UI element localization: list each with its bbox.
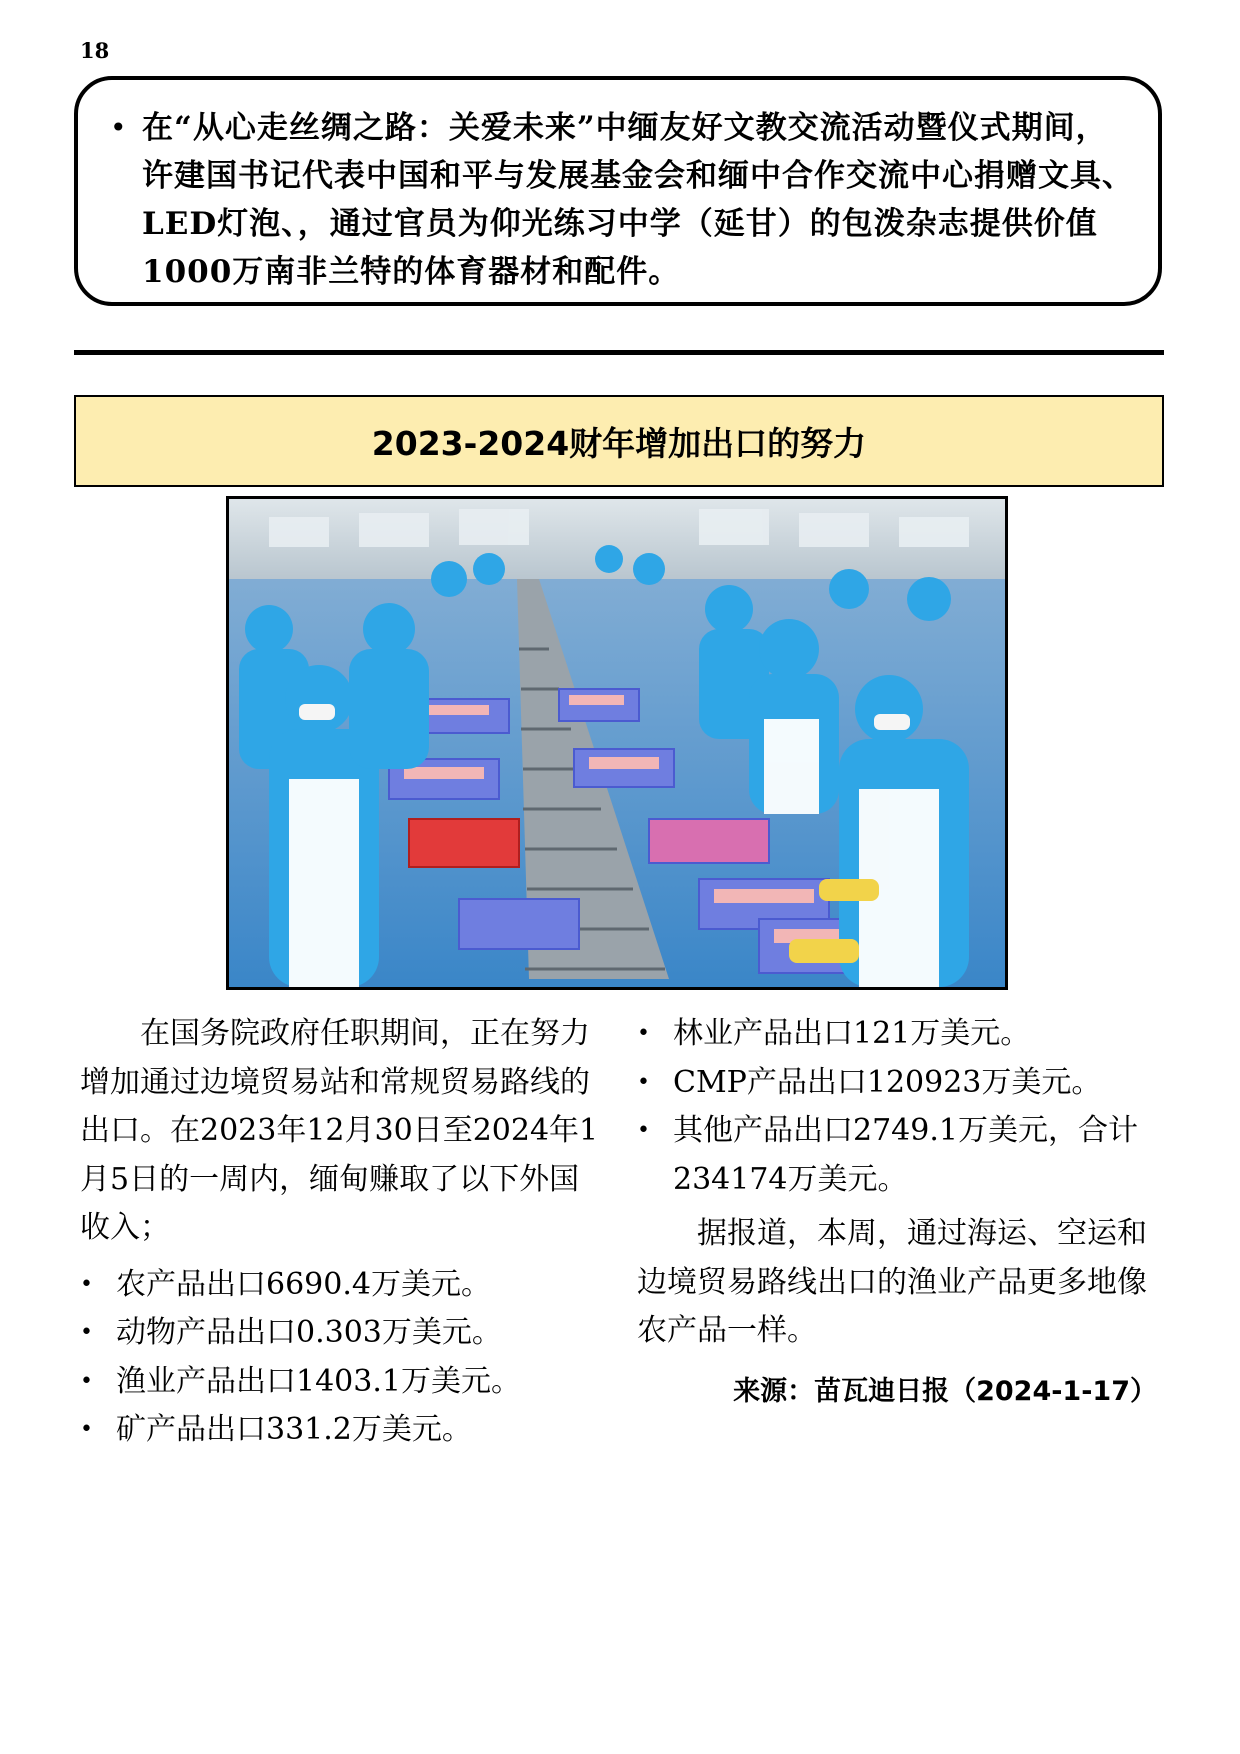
list-item (80, 1406, 602, 1455)
list-item-text: 林业产品出口121万美元。 (673, 1016, 1031, 1051)
list-item (637, 1010, 1157, 1059)
section-title-box (74, 395, 1164, 487)
bullet-icon: • (80, 1417, 93, 1442)
list-item (80, 1261, 602, 1310)
list-item (80, 1309, 602, 1358)
factory-photo-image (229, 499, 1005, 987)
bullet-icon: • (110, 111, 127, 144)
article-closing: 据报道，本周，通过海运、空运和边境贸易路线出口的渔业产品更多地像农产品一样。 (637, 1216, 1147, 1348)
list-item-text: 矿产品出口331.2万美元。 (116, 1412, 472, 1447)
article-source: 来源：苗瓦迪日报（2024-1-17） (733, 1375, 1157, 1407)
article-left-column (80, 1010, 602, 1455)
page-number: 18 (80, 38, 110, 63)
list-item-text: 动物产品出口0.303万美元。 (116, 1315, 502, 1350)
bullet-icon: • (80, 1320, 93, 1345)
notice-text: 在“从心走丝绸之路：关爱未来”中缅友好文教交流活动暨仪式期间，许建国书记代表中国和平与发展基金会和缅中合作交流中心捐赠文具、LED灯泡、，通过官员为仰光练习中学（延甘）的包泼杂志提供价值1000万南非兰特的体育器材和配件。 (142, 110, 1134, 290)
list-item (80, 1358, 602, 1407)
bullet-icon: • (637, 1021, 650, 1046)
bullet-icon: • (637, 1069, 650, 1095)
list-item-text: 其他产品出口2749.1万美元，合计234174万美元。 (673, 1113, 1138, 1197)
section-title: 2023-2024财年增加出口的努力 (371, 423, 867, 463)
article-right-column (637, 1010, 1157, 1416)
bullet-icon: • (80, 1271, 93, 1297)
notice-box (74, 76, 1162, 306)
section-divider (74, 350, 1164, 355)
factory-photo (226, 496, 1008, 990)
article-intro: 在国务院政府任职期间，正在努力增加通过边境贸易站和常规贸易路线的出口。在2023年12月30日至2024年1月5日的一周内，缅甸赚取了以下外国收入； (80, 1016, 599, 1245)
list-item-text: 渔业产品出口1403.1万美元。 (116, 1363, 521, 1399)
notice-bullet-item (102, 104, 1134, 296)
list-item-text: 农产品出口6690.4万美元。 (116, 1266, 491, 1302)
list-item (637, 1059, 1157, 1108)
export-list-left (80, 1261, 602, 1455)
bullet-icon: • (637, 1118, 650, 1143)
list-item (637, 1107, 1157, 1204)
export-list-right (637, 1010, 1157, 1204)
list-item-text: CMP产品出口120923万美元。 (673, 1064, 1102, 1100)
bullet-icon: • (80, 1368, 93, 1394)
